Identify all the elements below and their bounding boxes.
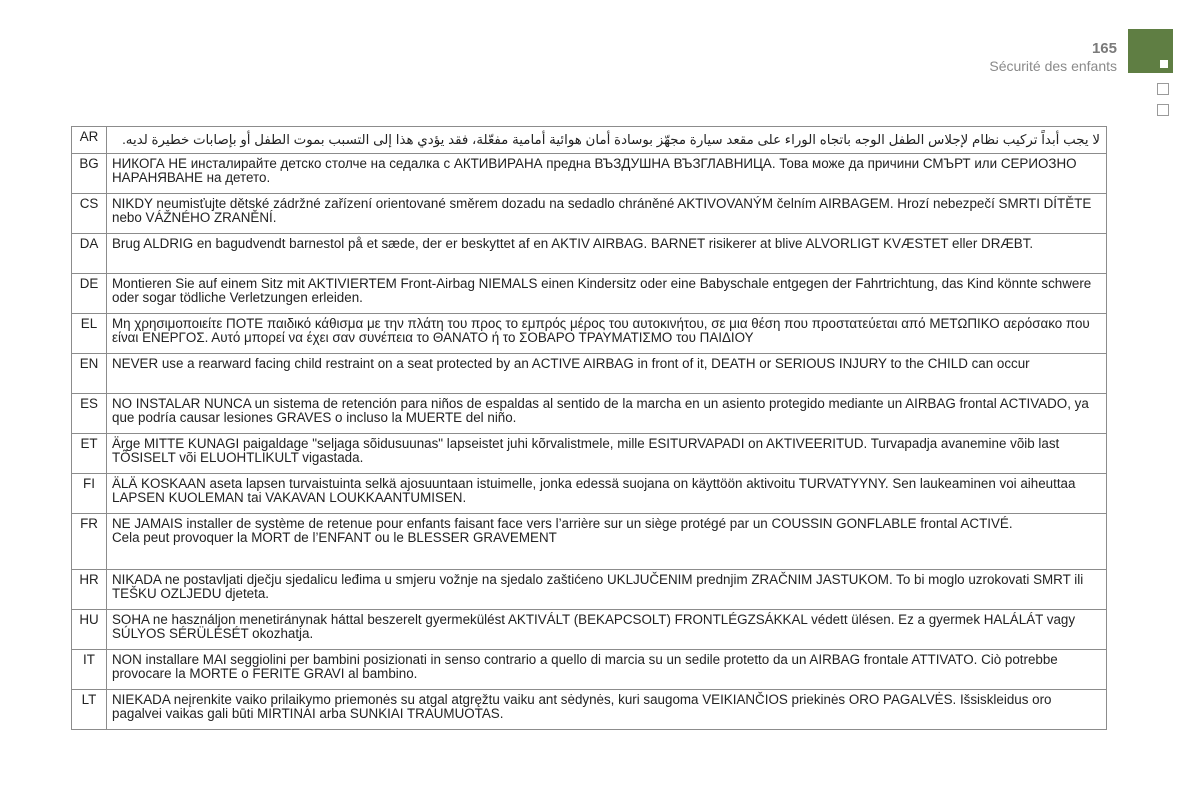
warning-text: NIKADA ne postavljati dječju sjedalicu leđima u smjeru vožnje na sjedalo zaštićeno UKLJUČENIM prednjim ZRAČNIM JASTUKOM. To bi moglo uzrokovati SMRT ili TEŠKU OZLJEDU djeteta. bbox=[107, 570, 1107, 610]
language-code: FR bbox=[72, 514, 107, 570]
table-row bbox=[72, 610, 1107, 650]
warning-text: Μη χρησιμοποιείτε ΠΟΤΕ παιδικό κάθισμα με την πλάτη του προς το εμπρός μέρος του αυτοκινήτου, σε μια θέση που προστατεύεται από ΜΕΤΩΠΙΚΟ αερόσακο που είναι ΕΝΕΡΓΟΣ. Αυτό μπορεί να έχει σαν συνέπεια το ΘΑΝΑΤΟ ή το ΣΟΒΑΡΟ ΤΡΑΥΜΑΤΙΣΜΟ του ΠΑΙΔΙΟΥ bbox=[107, 314, 1107, 354]
table-row bbox=[72, 274, 1107, 314]
warning-text: NIKDY neumisťujte dětské zádržné zařízení orientované směrem dozadu na sedadlo chráněné AKTIVOVANÝM čelním AIRBAGEM. Hrozí nebezpečí SMRTI DÍTĚTE nebo VÁŽNÉHO ZRANĚNÍ. bbox=[107, 194, 1107, 234]
warning-text: لا يجب أبداً تركيب نظام لإجلاس الطفل الوجه باتجاه الوراء على مقعد سيارة مجهّز بوسادة أمان هوائية أمامية مفعّلة، فقد يؤدي هذا إلى التسبب بموت الطفل أو بإصابات خطيرة لديه. bbox=[107, 127, 1107, 154]
language-code: DE bbox=[72, 274, 107, 314]
language-code: FI bbox=[72, 474, 107, 514]
language-code: BG bbox=[72, 154, 107, 194]
warning-text: НИКОГА НЕ инсталирайте детско столче на седалка с АКТИВИРАНА предна ВЪЗДУШНА ВЪЗГЛАВНИЦА. Това може да причини СМЪРТ или СЕРИОЗНО НАРАНЯВАНЕ на детето. bbox=[107, 154, 1107, 194]
table-row bbox=[72, 314, 1107, 354]
language-code: CS bbox=[72, 194, 107, 234]
table-row bbox=[72, 650, 1107, 690]
chapter-tab-box bbox=[1157, 83, 1169, 95]
page-number: 165 bbox=[1091, 40, 1117, 57]
warning-text: NIEKADA neįrenkite vaiko prilaikymo priemonės su atgal atgręžtu vaiku ant sėdynės, kuri saugoma VEIKIANČIOS priekinės ORO PAGALVĖS. Išsiskleidus oro pagalvei vaikas gali būti MIRTINAI arba SUNKIAI TRAUMUOTAS. bbox=[107, 690, 1107, 730]
warning-text: SOHA ne használjon menetiránynak háttal beszerelt gyermekülést AKTIVÁLT (BEKAPCSOLT) FRONTLÉGZSÁKKAL védett ülésen. Ez a gyermek HALÁLÁT vagy SÚLYOS SÉRÜLÉSÉT okozhatja. bbox=[107, 610, 1107, 650]
warning-text: NO INSTALAR NUNCA un sistema de retención para niños de espaldas al sentido de la marcha en un asiento protegido mediante un AIRBAG frontal ACTIVADO, ya que podría causar lesiones GRAVES o incluso la MUERTE del niño. bbox=[107, 394, 1107, 434]
language-code: IT bbox=[72, 650, 107, 690]
language-code: LT bbox=[72, 690, 107, 730]
warning-text: NON installare MAI seggiolini per bambini posizionati in senso contrario a quello di marcia su un sedile protetto da un AIRBAG frontale ATTIVATO. Ciò potrebbe provocare la MORTE o FERITE GRAVI al bambino. bbox=[107, 650, 1107, 690]
table-row bbox=[72, 690, 1107, 730]
section-title: Sécurité des enfants bbox=[989, 58, 1117, 74]
chapter-tab-box bbox=[1157, 104, 1169, 116]
language-code: DA bbox=[72, 234, 107, 274]
warning-text: Montieren Sie auf einem Sitz mit AKTIVIERTEM Front-Airbag NIEMALS einen Kindersitz oder eine Babyschale entgegen der Fahrtrichtung, das Kind könnte schwere oder sogar tödliche Verletzungen erleiden. bbox=[107, 274, 1107, 314]
language-code: ET bbox=[72, 434, 107, 474]
table-row bbox=[72, 514, 1107, 570]
language-code: ES bbox=[72, 394, 107, 434]
language-code: HU bbox=[72, 610, 107, 650]
table-row bbox=[72, 127, 1107, 154]
table-row bbox=[72, 434, 1107, 474]
warning-text: NE JAMAIS installer de système de retenue pour enfants faisant face vers l’arrière sur un siège protégé par un COUSSIN GONFLABLE frontal ACTIVÉ. Cela peut provoquer la MORT de l’ENFANT ou le BLESSER GRAVEMENT bbox=[107, 514, 1107, 570]
language-code: HR bbox=[72, 570, 107, 610]
warning-text: NEVER use a rearward facing child restraint on a seat protected by an ACTIVE AIRBAG in front of it, DEATH or SERIOUS INJURY to the CHILD can occur bbox=[107, 354, 1107, 394]
table-row bbox=[72, 194, 1107, 234]
warning-text: Brug ALDRIG en bagudvendt barnestol på et sæde, der er beskyttet af en AKTIV AIRBAG. BARNET risikerer at blive ALVORLIGT KVÆSTET eller DRÆBT. bbox=[107, 234, 1107, 274]
warning-text: Ärge MITTE KUNAGI paigaldage "seljaga sõidusuunas" lapseistet juhi kõrvalistmele, mille ESITURVAPADI on AKTIVEERITUD. Turvapadja avanemine võib last TÕSISELT või ELUOHTLIKULT vigastada. bbox=[107, 434, 1107, 474]
table-row bbox=[72, 154, 1107, 194]
table-row bbox=[72, 394, 1107, 434]
language-code: AR bbox=[72, 127, 107, 154]
chapter-tab-marker bbox=[1128, 29, 1173, 73]
table-row bbox=[72, 474, 1107, 514]
table-row bbox=[72, 234, 1107, 274]
warning-text: ÄLÄ KOSKAAN aseta lapsen turvaistuinta selkä ajosuuntaan istuimelle, jonka edessä suojana on käyttöön aktivoitu TURVATYYNY. Sen laukeaminen voi aiheuttaa LAPSEN KUOLEMAN tai VAKAVAN LOUKKAANTUMISEN. bbox=[107, 474, 1107, 514]
language-code: EN bbox=[72, 354, 107, 394]
language-code: EL bbox=[72, 314, 107, 354]
table-row bbox=[72, 354, 1107, 394]
table-row bbox=[72, 570, 1107, 610]
chapter-tab-dot bbox=[1160, 60, 1168, 68]
airbag-warning-table bbox=[71, 126, 1107, 730]
